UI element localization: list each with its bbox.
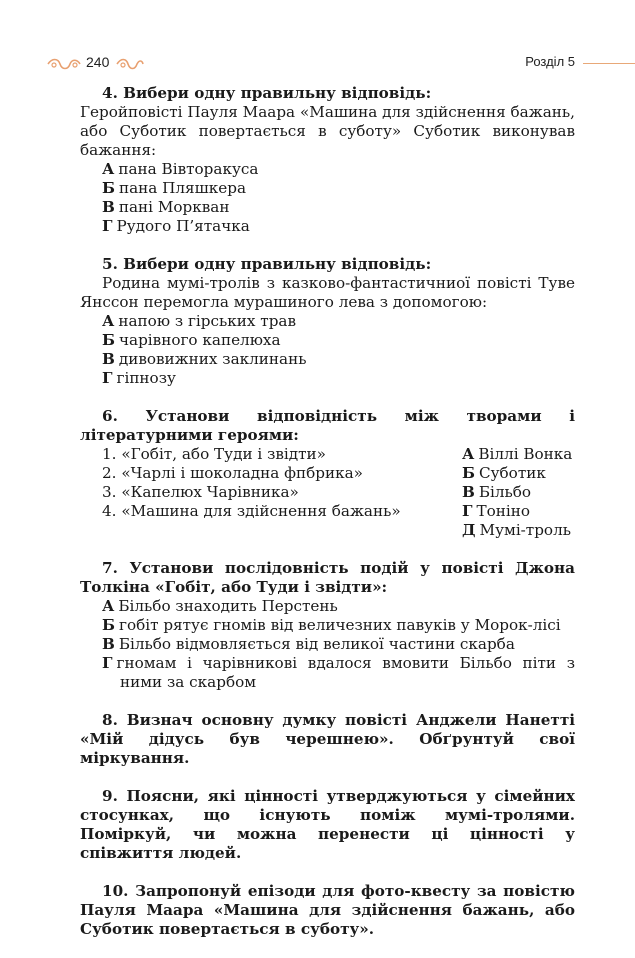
question-title: 4. Вибери одну правильну відповідь:	[102, 84, 432, 102]
header-rule	[583, 63, 635, 64]
question-4	[80, 84, 575, 236]
question-5	[80, 255, 575, 388]
option: А пана Вівторакуса	[102, 160, 259, 178]
question-text: 9. Поясни, які цінності утверджуються у сімейних стосунках, що існують поміж мумі-тролями. Поміркуй, чи можна перенести ці цінності у співжиття людей.	[80, 787, 575, 862]
question-7	[80, 559, 575, 692]
page-header	[0, 50, 635, 78]
work-item: 3. «Капелюх Чарівника»	[102, 483, 299, 501]
question-text: Родина мумі-тролів з казково-фантастичниої повісті Туве Янссон перемогла мурашиного лева з допомогою:	[80, 274, 575, 311]
option: А напою з гірських трав	[102, 312, 297, 330]
question-title: 7. Установи послідовність подій у повісті Джона Толкіна «Гобіт, або Туди і звідти»:	[80, 559, 575, 596]
option: В пані Морквaн	[102, 198, 230, 216]
hero-item: А Віллі Вонка	[462, 445, 573, 463]
question-10	[80, 882, 575, 939]
option: В дивовижних заклинань	[102, 350, 307, 368]
hero-item: Б Суботик	[462, 464, 546, 482]
question-8	[80, 711, 575, 768]
option: Б чарівного капелюха	[102, 331, 281, 349]
work-item: 4. «Машина для здійснення бажань»	[102, 502, 401, 520]
ornament-left-icon	[46, 56, 82, 72]
page-number: 240	[86, 54, 110, 70]
hero-item: Г Тоніно	[462, 502, 531, 520]
question-text: 10. Запропонуй епізоди для фото-квесту за повістю Пауля Маара «Машина для здійснення бажань, або Суботик повертається в суботу».	[80, 882, 575, 938]
work-item: 1. «Гобіт, або Туди і звідти»	[102, 445, 326, 463]
question-title: 6. Установи відповідність між творами і літературними героями:	[80, 407, 575, 444]
option: Б гобіт рятує гномів від величезних павуків у Морок-лісі	[102, 616, 561, 634]
work-item: 2. «Чарлі і шоколадна фпбрика»	[102, 464, 363, 482]
option: Г гіпнозу	[102, 369, 176, 387]
option: Г Рудого П’ятачка	[102, 217, 250, 235]
option: В Більбо відмовляється від великої частини скарба	[102, 635, 515, 653]
hero-item: Д Мумі-троль	[462, 521, 571, 539]
option: Б пана Пляшкера	[102, 179, 247, 197]
section-title: Розділ 5	[525, 54, 575, 69]
matching-table	[80, 445, 575, 540]
question-title: 5. Вибери одну правильну відповідь:	[102, 255, 432, 273]
ornament-right-icon	[115, 56, 145, 72]
question-text: 8. Визнач основну думку повісті Анджели Нанетті «Мій дідусь був черешнею». Обґрунтуй свої міркування.	[80, 711, 575, 767]
page-content	[80, 84, 575, 958]
option: Г гномам і чарівникові вдалося вмовити Більбо піти з ними за скарбом	[102, 654, 575, 691]
question-text: Геройповісті Пауля Маара «Машина для здійснення бажань, або Суботик повертається в суботу» Суботик виконував бажання:	[80, 103, 575, 159]
hero-item: В Більбо	[462, 483, 532, 501]
question-9	[80, 787, 575, 863]
option: А Більбо знаходить Перстень	[102, 597, 338, 615]
question-6	[80, 407, 575, 540]
